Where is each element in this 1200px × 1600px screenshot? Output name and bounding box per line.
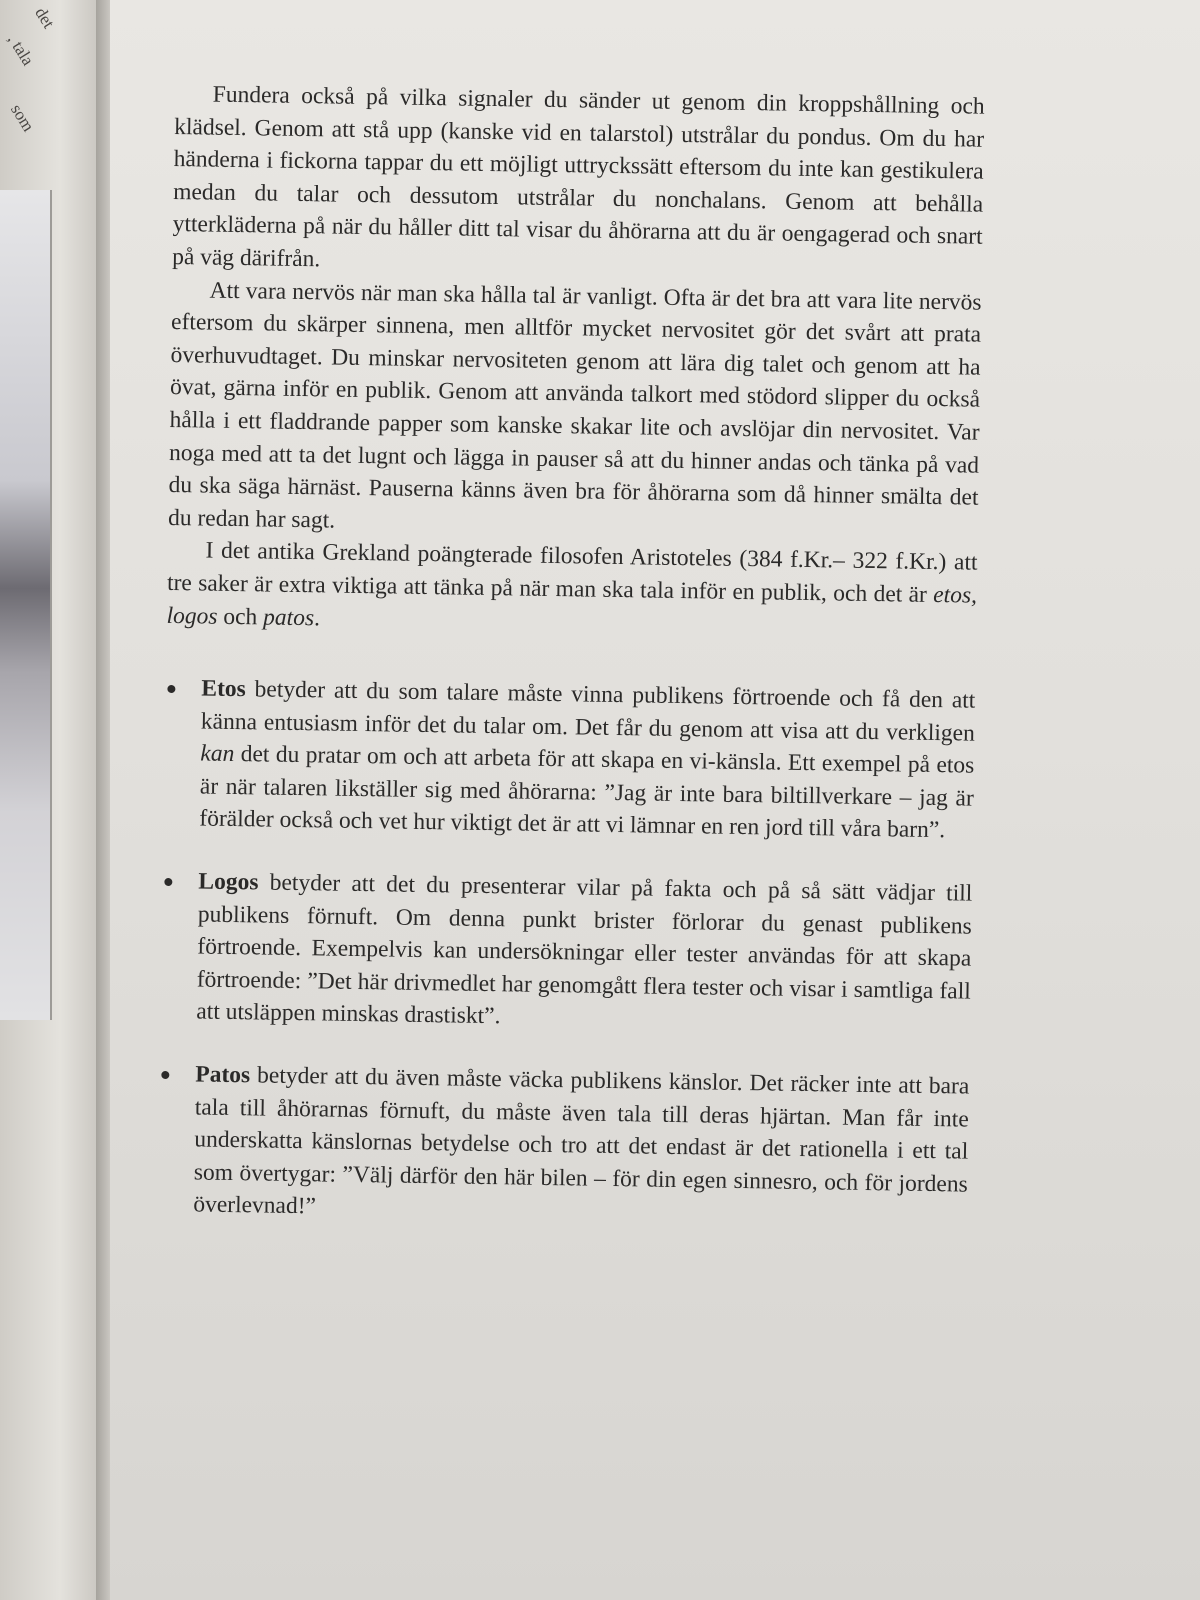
bullet-icon xyxy=(164,878,172,886)
list-item-patos xyxy=(157,1058,969,1234)
paragraph-body-language: Fundera också på vilka signaler du sänder ut genom din kroppshållning och klädsel. Genom att stå upp (kanske vid en talarstol) utstrålar du pondus. Om du har händerna i fickorna tappar du ett möjligt uttryckssätt eftersom du inte kan gestikulera medan du talar och dessutom utstrålar du nonchalans. Genom att behålla ytterkläderna på när du håller ditt tal visar du åhörarna att du är oengagerad och snart på väg därifrån. xyxy=(171,81,985,273)
left-page-edge xyxy=(0,0,100,1600)
rhetoric-list xyxy=(157,672,976,1234)
left-page-fragment: det xyxy=(31,3,59,32)
bullet-emphasis: kan xyxy=(200,740,235,768)
paragraph-nervousness: Att vara nervös när man ska hålla tal är vanligt. Ofta är det bra att vara lite nervös eftersom du skärper sinnena, men alltför mycket nervositet gör det svårt att prata överhuvudtaget. Du minskar nervositeten genom att lära dig talet och genom att ha övat, gärna inför en publik. Genom att använda talkort med stödord slipper du också hålla i ett fladdrande papper som kanske skakar lite och avslöjar din nervositet. Var noga med att ta det lugnt och lägga in pauser så att du hinner andas och tänka på vad du ska säga härnäst. Pauserna känns även bra för åhörarna som då hinner smälta det du redan har sagt. xyxy=(167,277,982,534)
left-page-fragment: , tala xyxy=(4,30,38,69)
page-text xyxy=(157,78,985,1264)
paragraph-aristotle xyxy=(166,534,977,644)
bullet-text: betyder att du som talare måste vinna publikens förtroende och få den att känna entusiasm inför det du talar om. Det får du genom att visa att du verkligen xyxy=(200,676,976,747)
bullet-text: betyder att du även måste väcka publikens känslor. Det räcker inte att bara tala till åhörarnas förnuft, du måste även tala till deras hjärtan. Man får inte underskatta känslornas betydelse och tro att det endast är det rationella i ett tal som övertygar: ”Välj därför den här bilen – för din egen sinnesro, och för jordens överlevnad!” xyxy=(193,1062,970,1220)
term-etos: etos, xyxy=(933,581,978,609)
bullet-term: Logos xyxy=(198,868,259,896)
bullet-text: betyder att det du presenterar vilar på fakta och på så sätt vädjar till publikens förnuft. Om denna punkt brister förlorar du genast publikens förtroende. Exempelvis kan undersökningar eller tester användas för att skapa förtroende: ”Det här drivmedlet har genomgått flera tester och visar i samtliga fall att utsläppen minskas drastiskt”. xyxy=(196,869,973,1030)
left-page-photo xyxy=(0,190,52,1020)
list-item-etos xyxy=(163,672,975,848)
bullet-text: det du pratar om och att arbeta för att skapa en vi-känsla. Ett exempel på etos är när talaren likställer sig med åhörarna: ”Jag är inte bara biltillverkare – jag är förälder också och vet hur viktigt det är att vi lämnar en ren jord till våra barn”. xyxy=(199,741,975,844)
left-page-fragment: som xyxy=(7,100,39,135)
term-patos: patos xyxy=(262,603,315,631)
intro-end: . xyxy=(313,604,321,631)
intro-text: I det antika Grekland poängterade filosofen Aristoteles (384 f.Kr.– 322 f.Kr.) att tre saker är extra viktiga att tänka på när man ska tala inför en publik, och det är xyxy=(166,537,978,608)
bullet-term: Etos xyxy=(201,675,247,703)
bullet-term: Patos xyxy=(195,1061,251,1089)
list-item-logos xyxy=(160,865,972,1041)
term-logos: logos xyxy=(166,602,218,630)
bullet-icon xyxy=(161,1071,169,1079)
bullet-icon xyxy=(167,685,175,693)
intro-sep: och xyxy=(217,603,264,630)
